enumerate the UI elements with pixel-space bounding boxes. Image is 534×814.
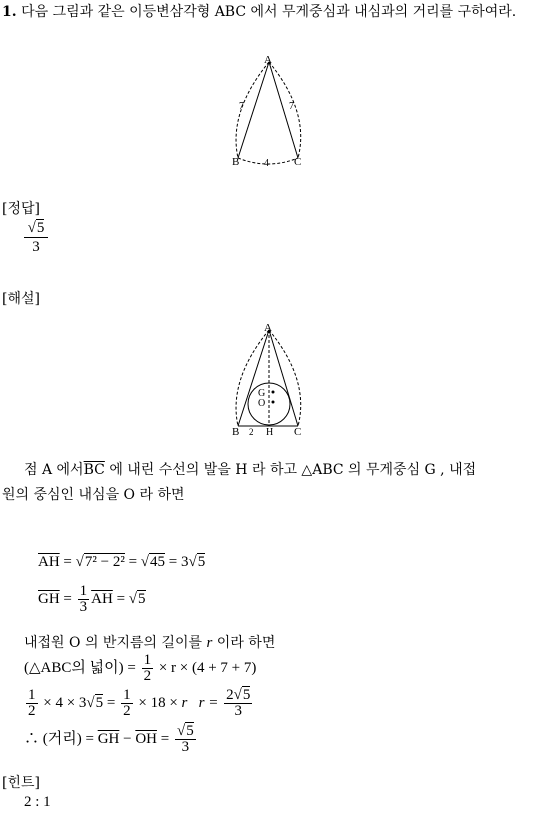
calc-frac2-den: 2 — [123, 703, 131, 719]
calc-mid1: × 4 × 3 — [43, 694, 87, 711]
intro-part1: 점 A 에서 — [24, 462, 84, 478]
eq2-rhs: 5 — [138, 590, 146, 607]
eq1-rhs-c: = 3 — [168, 554, 189, 570]
final-rad: 5 — [186, 723, 194, 739]
calc-mid3: × 18 × — [138, 694, 178, 711]
equation-gh: $\overline{GH}$ = $\frac{1}{3}$ $\overline{AH} = √5$ — [38, 583, 146, 615]
fig2-vertex-a-label: A — [264, 322, 272, 334]
equation-area — [24, 653, 256, 684]
final-eq: = — [160, 730, 170, 747]
final-gh: $\overline{GH}$ — [97, 730, 120, 747]
fig2-foot-h-label: H — [266, 427, 274, 438]
final-lhs: ∴ (거리) = — [24, 730, 94, 747]
fig2-vertex-c-label: C — [294, 426, 302, 438]
answer-value: √5 3 — [24, 219, 48, 256]
final-den: 3 — [181, 739, 190, 755]
eq2-mid: $\overline{AH}$ — [91, 590, 113, 607]
eq1-lhs: $\overline{AH}$ — [38, 554, 60, 570]
calc-rad: 5 — [95, 694, 104, 711]
solution-intro — [2, 458, 530, 508]
eq1-rhs-a: 7² − 2² — [84, 554, 125, 570]
problem-text: 다음 그림과 같은 이등변삼각형 ABC 에서 무게중심과 내심과의 거리를 구하여라. — [21, 4, 517, 20]
vertex-c-label: C — [294, 156, 302, 168]
eq2-frac-num: 1 — [79, 583, 88, 599]
calc-frac1-num: 1 — [28, 687, 36, 703]
radius-var: r — [206, 635, 213, 651]
fig2-incenter-o-label: O — [258, 398, 266, 409]
hint-heading: [힌트] — [2, 775, 40, 791]
solution-heading: [해설] — [2, 291, 40, 307]
vertex-b-label: B — [232, 156, 240, 168]
intro-line2: 원의 중심인 내심을 O 라 하면 — [2, 487, 185, 503]
intro-part2: 에 내린 수선의 발을 H 라 하고 △ABC 의 무게중심 G , 내접 — [109, 462, 477, 478]
calc-res-rad: 5 — [242, 687, 251, 703]
fig2-vertex-b-label: B — [232, 426, 240, 438]
calc-frac2-num: 1 — [123, 687, 131, 703]
vertex-a-label: A — [264, 54, 272, 66]
side-left-label: 7 — [239, 101, 244, 112]
equation-calc: $\frac{1}{2}$ × 4 × 3√5 = $\frac{1}{2}$ × 18 × r r = $\frac{2√5}{3}$ — [28, 687, 251, 719]
solution-figure — [225, 320, 315, 440]
radius-statement — [24, 632, 275, 652]
final-oh: $\overline{OH}$ — [135, 730, 157, 747]
intro-bc: $\overline{BC}$ — [83, 462, 105, 478]
answer-heading: [정답] — [2, 201, 40, 217]
problem-statement — [2, 0, 530, 25]
eq2-frac-den: 3 — [79, 599, 88, 615]
eq1-rhs-b: 45 — [150, 554, 166, 570]
calc-r2: r = — [198, 694, 219, 711]
side-base-label: 4 — [264, 158, 269, 169]
problem-number: 1. — [2, 4, 17, 20]
calc-frac1-den: 2 — [28, 703, 36, 719]
area-lhs: (△ABC의 넓이) = — [24, 659, 136, 676]
fig2-base-half-label: 2 — [249, 427, 254, 437]
radius-text2: 이라 하면 — [216, 635, 276, 651]
area-frac-den: 2 — [143, 668, 152, 684]
radius-text: 내접원 O 의 반지름의 길이를 — [24, 635, 203, 651]
eq2-lhs: $\overline{GH}$ — [38, 590, 60, 607]
hint-text: 2 : 1 — [24, 794, 51, 810]
calc-res-den: 3 — [234, 703, 242, 719]
equation-ah: $\overline{AH} = √7^2 - 2^2 = √45 = 3√5$ — [38, 554, 206, 570]
final-minus: − — [123, 730, 132, 747]
eq1-rhs-d: 5 — [197, 554, 206, 570]
answer-denominator: 3 — [32, 239, 40, 255]
answer-radicand: 5 — [36, 220, 45, 236]
calc-res-coef: 2 — [226, 687, 234, 703]
side-right-label: 7 — [289, 101, 294, 112]
area-rhs: × r × (4 + 7 + 7) — [158, 659, 257, 676]
area-frac-num: 1 — [143, 652, 152, 668]
triangle-figure — [225, 52, 315, 170]
equation-final: ∴ (거리) = $\overline{GH} - \overline{OH}$ = $\frac{√5}{3}$ — [24, 723, 194, 755]
fig2-centroid-g-label: G — [258, 388, 266, 399]
calc-r: r — [181, 694, 188, 711]
calc-mid2: = — [106, 694, 116, 711]
